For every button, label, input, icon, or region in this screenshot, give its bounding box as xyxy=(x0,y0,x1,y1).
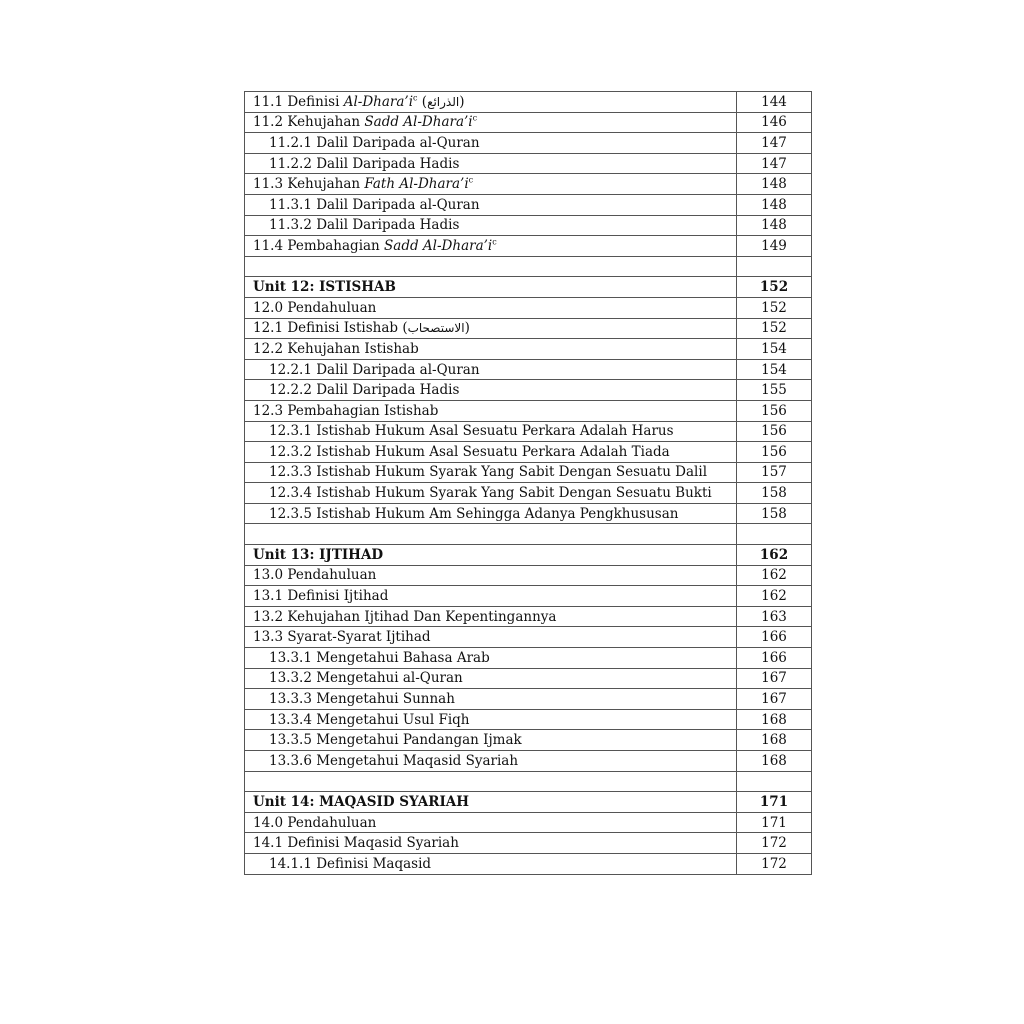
toc-page-number: 166 xyxy=(737,627,812,648)
toc-row xyxy=(245,318,812,339)
toc-page-number xyxy=(737,771,812,792)
toc-entry-text: Fath Al-Dhara’i xyxy=(364,176,469,193)
toc-row xyxy=(245,730,812,751)
toc-entry-text: Al-Dhara’i xyxy=(343,93,414,110)
toc-entry-title xyxy=(245,545,737,566)
toc-page-number: 167 xyxy=(737,668,812,689)
toc-row xyxy=(245,442,812,463)
toc-page-number: 171 xyxy=(737,812,812,833)
toc-entry-text: 11.1 Definisi xyxy=(253,93,344,110)
toc-row xyxy=(245,503,812,524)
toc-entry-text: 11.3.1 Dalil Daripada al-Quran xyxy=(269,196,480,213)
toc-entry-text: ( xyxy=(417,93,428,110)
table-of-contents xyxy=(244,91,812,875)
toc-entry-text: 14.0 Pendahuluan xyxy=(253,814,377,831)
toc-entry-title xyxy=(245,297,737,318)
toc-entry-text: 12.2.2 Dalil Daripada Hadis xyxy=(269,382,460,399)
toc-page-number: 167 xyxy=(737,689,812,710)
toc-page-number: 152 xyxy=(737,318,812,339)
toc-entry-text: 11.4 Pembahagian xyxy=(253,237,385,254)
toc-entry-text: الاستصحاب xyxy=(407,321,465,336)
toc-entry-title xyxy=(245,339,737,360)
toc-page-number: 156 xyxy=(737,442,812,463)
toc-row xyxy=(245,421,812,442)
toc-row xyxy=(245,833,812,854)
toc-page-number: 156 xyxy=(737,421,812,442)
toc-page-number: 156 xyxy=(737,400,812,421)
toc-entry-title xyxy=(245,194,737,215)
toc-entry-text: 12.2.1 Dalil Daripada al-Quran xyxy=(269,361,480,378)
toc-page-number: 168 xyxy=(737,751,812,772)
toc-entry-title xyxy=(245,462,737,483)
toc-row xyxy=(245,339,812,360)
toc-row xyxy=(245,400,812,421)
toc-entry-text: 12.3.4 Istishab Hukum Syarak Yang Sabit Dengan Sesuatu Bukti xyxy=(269,485,712,502)
toc-entry-text: 13.3.5 Mengetahui Pandangan Ijmak xyxy=(269,732,522,749)
toc-entry-text: 13.3.6 Mengetahui Maqasid Syariah xyxy=(269,752,519,769)
toc-entry-text: الذرائع xyxy=(427,94,460,109)
toc-page-number: 154 xyxy=(737,339,812,360)
toc-entry-title xyxy=(245,215,737,236)
toc-entry-text: 13.0 Pendahuluan xyxy=(253,567,377,584)
toc-entry-title xyxy=(245,792,737,813)
toc-entry-text: 14.1.1 Definisi Maqasid xyxy=(269,855,432,872)
toc-entry-title xyxy=(245,421,737,442)
toc-row xyxy=(245,586,812,607)
toc-entry-title xyxy=(245,627,737,648)
toc-entry-text: 12.0 Pendahuluan xyxy=(253,299,377,316)
toc-entry-text: ) xyxy=(459,93,465,110)
toc-entry-title xyxy=(245,236,737,257)
toc-entry-title xyxy=(245,709,737,730)
toc-entry-title xyxy=(245,648,737,669)
toc-entry-text: 12.3.2 Istishab Hukum Asal Sesuatu Perkara Adalah Tiada xyxy=(269,443,670,460)
toc-body xyxy=(245,92,812,875)
toc-entry-title xyxy=(245,380,737,401)
toc-entry-text: c xyxy=(468,175,474,185)
toc-page-number: 158 xyxy=(737,503,812,524)
toc-page-number: 152 xyxy=(737,297,812,318)
toc-entry-text: 13.3 Syarat-Syarat Ijtihad xyxy=(253,629,431,646)
toc-entry-title xyxy=(245,256,737,277)
toc-entry-title xyxy=(245,668,737,689)
toc-row xyxy=(245,606,812,627)
toc-entry-title xyxy=(245,730,737,751)
toc-page-number: 162 xyxy=(737,586,812,607)
toc-entry-title xyxy=(245,112,737,133)
toc-page-number: 168 xyxy=(737,730,812,751)
toc-entry-text: 11.2 Kehujahan xyxy=(253,114,365,131)
toc-row xyxy=(245,483,812,504)
toc-page-number: 168 xyxy=(737,709,812,730)
toc-row xyxy=(245,112,812,133)
toc-row xyxy=(245,812,812,833)
toc-entry-title xyxy=(245,318,737,339)
toc-entry-title xyxy=(245,174,737,195)
toc-row xyxy=(245,627,812,648)
toc-unit-row xyxy=(245,545,812,566)
toc-entry-title xyxy=(245,812,737,833)
toc-row xyxy=(245,297,812,318)
toc-entry-title xyxy=(245,565,737,586)
toc-page-number: 152 xyxy=(737,277,812,298)
toc-page-number: 149 xyxy=(737,236,812,257)
toc-row xyxy=(245,565,812,586)
toc-entry-text: 11.3 Kehujahan xyxy=(253,176,365,193)
toc-entry-title xyxy=(245,689,737,710)
toc-entry-text: 13.3.4 Mengetahui Usul Fiqh xyxy=(269,711,470,728)
toc-page-number: 157 xyxy=(737,462,812,483)
toc-entry-title xyxy=(245,133,737,154)
toc-entry-title xyxy=(245,92,737,113)
toc-entry-text: Unit 13: IJTIHAD xyxy=(253,546,384,563)
toc-page-number: 148 xyxy=(737,174,812,195)
toc-page-number xyxy=(737,256,812,277)
toc-entry-title xyxy=(245,277,737,298)
toc-page-number: 171 xyxy=(737,792,812,813)
toc-row xyxy=(245,668,812,689)
toc-entry-text: 12.1 Definisi Istishab ( xyxy=(253,320,408,337)
toc-page-number: 146 xyxy=(737,112,812,133)
toc-entry-title xyxy=(245,751,737,772)
toc-entry-text: Sadd Al-Dhara’i xyxy=(384,237,493,254)
toc-entry-text: 13.3.3 Mengetahui Sunnah xyxy=(269,691,455,708)
toc-entry-text: 13.2 Kehujahan Ijtihad Dan Kepentingannya xyxy=(253,608,557,625)
toc-row xyxy=(245,194,812,215)
toc-row xyxy=(245,709,812,730)
toc-entry-text: Unit 12: ISTISHAB xyxy=(253,279,396,296)
toc-row xyxy=(245,359,812,380)
toc-page-number: 158 xyxy=(737,483,812,504)
toc-row xyxy=(245,174,812,195)
toc-entry-title xyxy=(245,771,737,792)
toc-page-number: 163 xyxy=(737,606,812,627)
toc-row xyxy=(245,153,812,174)
toc-page-number: 172 xyxy=(737,853,812,874)
toc-page-number: 148 xyxy=(737,194,812,215)
toc-entry-text: 11.2.1 Dalil Daripada al-Quran xyxy=(269,134,480,151)
toc-entry-text: 13.3.2 Mengetahui al-Quran xyxy=(269,670,463,687)
toc-page-number: 172 xyxy=(737,833,812,854)
toc-entry-text: Unit 14: MAQASID SYARIAH xyxy=(253,793,470,810)
toc-entry-text: c xyxy=(472,113,478,123)
toc-row xyxy=(245,751,812,772)
toc-entry-title xyxy=(245,400,737,421)
toc-entry-title xyxy=(245,853,737,874)
toc-page-number: 154 xyxy=(737,359,812,380)
toc-entry-title xyxy=(245,606,737,627)
toc-page-number: 144 xyxy=(737,92,812,113)
toc-entry-text: c xyxy=(492,237,497,247)
toc-unit-row xyxy=(245,792,812,813)
toc-page-number: 162 xyxy=(737,565,812,586)
toc-row xyxy=(245,92,812,113)
toc-row xyxy=(245,689,812,710)
toc-entry-title xyxy=(245,833,737,854)
toc-entry-text: 12.2 Kehujahan Istishab xyxy=(253,340,419,357)
toc-page-number: 166 xyxy=(737,648,812,669)
toc-page-number: 147 xyxy=(737,153,812,174)
toc-row xyxy=(245,133,812,154)
toc-row xyxy=(245,236,812,257)
toc-row xyxy=(245,215,812,236)
toc-entry-title xyxy=(245,524,737,545)
toc-entry-text: 12.3 Pembahagian Istishab xyxy=(253,402,439,419)
toc-entry-text: 13.3.1 Mengetahui Bahasa Arab xyxy=(269,649,490,666)
toc-page-number: 162 xyxy=(737,545,812,566)
toc-page-number xyxy=(737,524,812,545)
toc-entry-text: Sadd Al-Dhara’i xyxy=(364,114,473,131)
toc-entry-title xyxy=(245,153,737,174)
toc-entry-text: ) xyxy=(464,320,470,337)
toc-row xyxy=(245,648,812,669)
toc-entry-text: 12.3.1 Istishab Hukum Asal Sesuatu Perkara Adalah Harus xyxy=(269,423,674,440)
toc-entry-title xyxy=(245,359,737,380)
toc-row xyxy=(245,462,812,483)
toc-spacer-row xyxy=(245,771,812,792)
toc-entry-title xyxy=(245,586,737,607)
toc-entry-title xyxy=(245,483,737,504)
toc-entry-title xyxy=(245,503,737,524)
toc-entry-text: 11.3.2 Dalil Daripada Hadis xyxy=(269,217,460,234)
toc-entry-text: 11.2.2 Dalil Daripada Hadis xyxy=(269,155,460,172)
toc-row xyxy=(245,380,812,401)
toc-page-number: 148 xyxy=(737,215,812,236)
toc-row xyxy=(245,853,812,874)
toc-entry-text: 13.1 Definisi Ijtihad xyxy=(253,588,389,605)
toc-entry-text: 12.3.3 Istishab Hukum Syarak Yang Sabit Dengan Sesuatu Dalil xyxy=(269,464,708,481)
toc-page-number: 147 xyxy=(737,133,812,154)
toc-spacer-row xyxy=(245,256,812,277)
toc-entry-text: 12.3.5 Istishab Hukum Am Sehingga Adanya Pengkhususan xyxy=(269,505,679,522)
toc-entry-text: 14.1 Definisi Maqasid Syariah xyxy=(253,835,459,852)
toc-entry-title xyxy=(245,442,737,463)
toc-page-number: 155 xyxy=(737,380,812,401)
toc-spacer-row xyxy=(245,524,812,545)
toc-entry-text: c xyxy=(413,93,418,103)
toc-unit-row xyxy=(245,277,812,298)
